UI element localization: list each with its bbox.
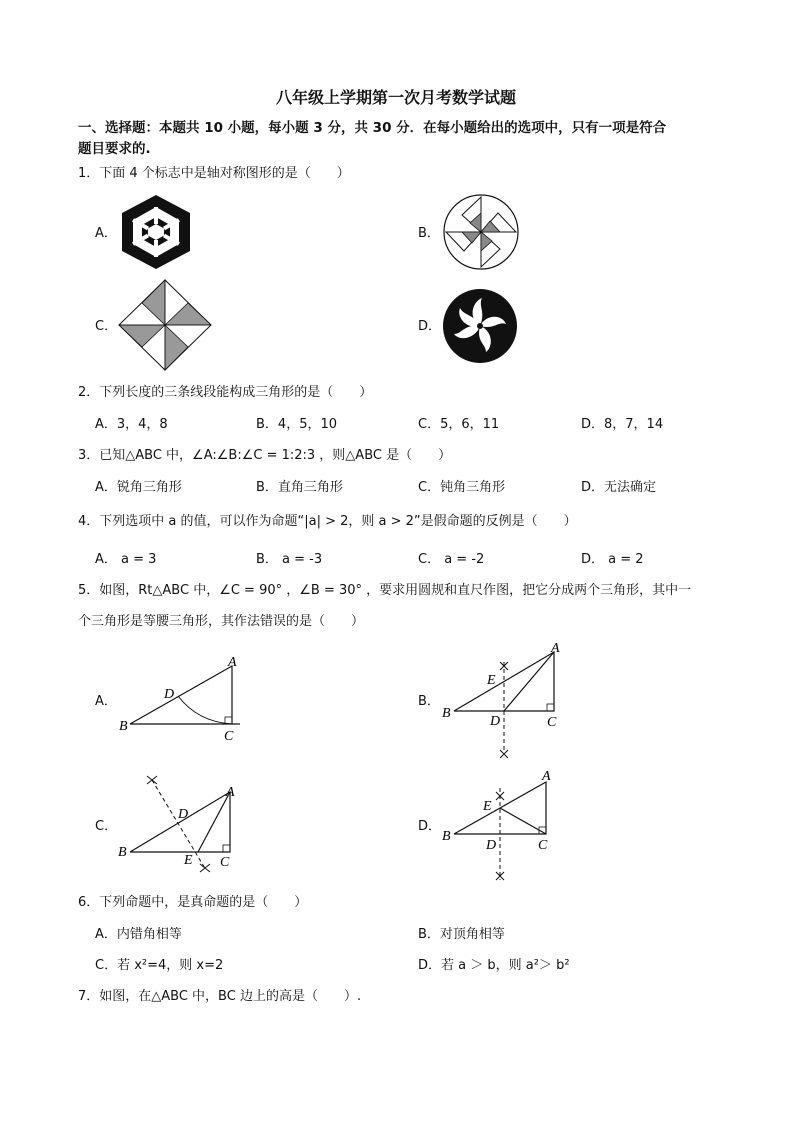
q1-logo-c-diamond-icon (118, 279, 212, 371)
q2-option-b[interactable]: B．4，5，10 (256, 417, 338, 432)
q5c-label-b: B (118, 845, 127, 860)
q2-option-d[interactable]: D．8，7，14 (581, 417, 664, 432)
q5c-label-a: A (226, 785, 235, 800)
q3-option-d[interactable]: D．无法确定 (581, 480, 657, 495)
page-title: 八年级上学期第一次月考数学试题 (276, 88, 517, 107)
q1-logo-d-bauhinia-icon (442, 288, 518, 364)
q4-option-a[interactable]: A． a = 3 (95, 552, 157, 567)
q5d-label-a: A (542, 769, 551, 784)
q4-stem: 4．下列选项中 a 的值，可以作为命题“|a| > 2，则 a > 2”是假命题的反例是（ ） (78, 514, 577, 529)
q1-option-a[interactable]: A． (95, 226, 117, 241)
q5a-label-b: B (119, 719, 128, 734)
q7-stem: 7．如图，在△ABC 中，BC 边上的高是（ ）. (78, 989, 362, 1004)
q5-figure-b (440, 640, 570, 762)
q5c-label-c: C (220, 855, 230, 870)
q2-option-c[interactable]: C．5，6，11 (418, 417, 500, 432)
q1-option-b[interactable]: B． (418, 226, 440, 241)
section-header-line2: 题目要求的. (78, 141, 151, 157)
q4-option-d[interactable]: D． a = 2 (581, 552, 644, 567)
q6-option-c[interactable]: C．若 x²=4，则 x=2 (95, 958, 224, 973)
q5d-label-e: E (483, 799, 492, 814)
q5d-label-b: B (442, 829, 451, 844)
q3-option-b[interactable]: B．直角三角形 (256, 480, 343, 495)
q1-logo-a-hexagon-icon (118, 193, 194, 271)
q6-stem: 6．下列命题中，是真命题的是（ ） (78, 895, 308, 910)
q5a-label-a: A (228, 655, 237, 670)
q5d-label-c: C (538, 838, 548, 853)
q2-option-a[interactable]: A．3，4，8 (95, 417, 168, 432)
q5-option-b[interactable]: B． (418, 694, 440, 709)
q5-option-a[interactable]: A． (95, 694, 117, 709)
q5-option-d[interactable]: D． (418, 819, 442, 834)
q5b-label-a: A (551, 641, 560, 656)
q6-option-a[interactable]: A．内错角相等 (95, 927, 182, 942)
q1-stem: 1．下面 4 个标志中是轴对称图形的是（ ） (78, 166, 350, 181)
q5-stem-line1: 5．如图，Rt△ABC 中，∠C = 90° ，∠B = 30° ，要求用圆规和直尺作图，把它分成两个三角形，其中一 (78, 583, 692, 598)
q3-option-a[interactable]: A．锐角三角形 (95, 480, 182, 495)
q2-stem: 2．下列长度的三条线段能构成三角形的是（ ） (78, 385, 373, 400)
q5-figure-c (116, 770, 246, 878)
q4-option-c[interactable]: C． a = -2 (418, 552, 485, 567)
q5-figure-a (118, 652, 248, 744)
q1-logo-b-pinwheel-icon (442, 193, 520, 271)
q5b-label-d: D (490, 714, 501, 729)
q5b-label-b: B (442, 706, 451, 721)
q5d-label-d: D (486, 838, 497, 853)
q5-stem-line2: 个三角形是等腰三角形，其作法错误的是（ ） (78, 614, 365, 629)
q3-option-c[interactable]: C．钝角三角形 (418, 480, 506, 495)
section-header-line1: 一、选择题：本题共 10 小题，每小题 3 分，共 30 分．在每小题给出的选项中，只有一项是符合 (78, 120, 667, 136)
q5-figure-d (440, 768, 570, 886)
q4-option-b[interactable]: B． a = -3 (256, 552, 323, 567)
q5b-label-c: C (547, 715, 557, 730)
q5b-label-e: E (487, 673, 496, 688)
q5c-label-d: D (178, 807, 189, 822)
q5a-label-d: D (164, 687, 175, 702)
q1-option-d[interactable]: D． (418, 319, 442, 334)
q6-option-b[interactable]: B．对顶角相等 (418, 927, 505, 942)
q3-stem: 3．已知△ABC 中，∠A:∠B:∠C = 1:2:3 ，则△ABC 是（ ） (78, 448, 452, 463)
q6-option-d[interactable]: D．若 a ＞ b，则 a²＞ b² (418, 958, 570, 973)
q5a-label-c: C (224, 729, 234, 744)
q5c-label-e: E (184, 853, 193, 868)
q1-option-c[interactable]: C． (95, 319, 118, 334)
q5-option-c[interactable]: C． (95, 819, 118, 834)
